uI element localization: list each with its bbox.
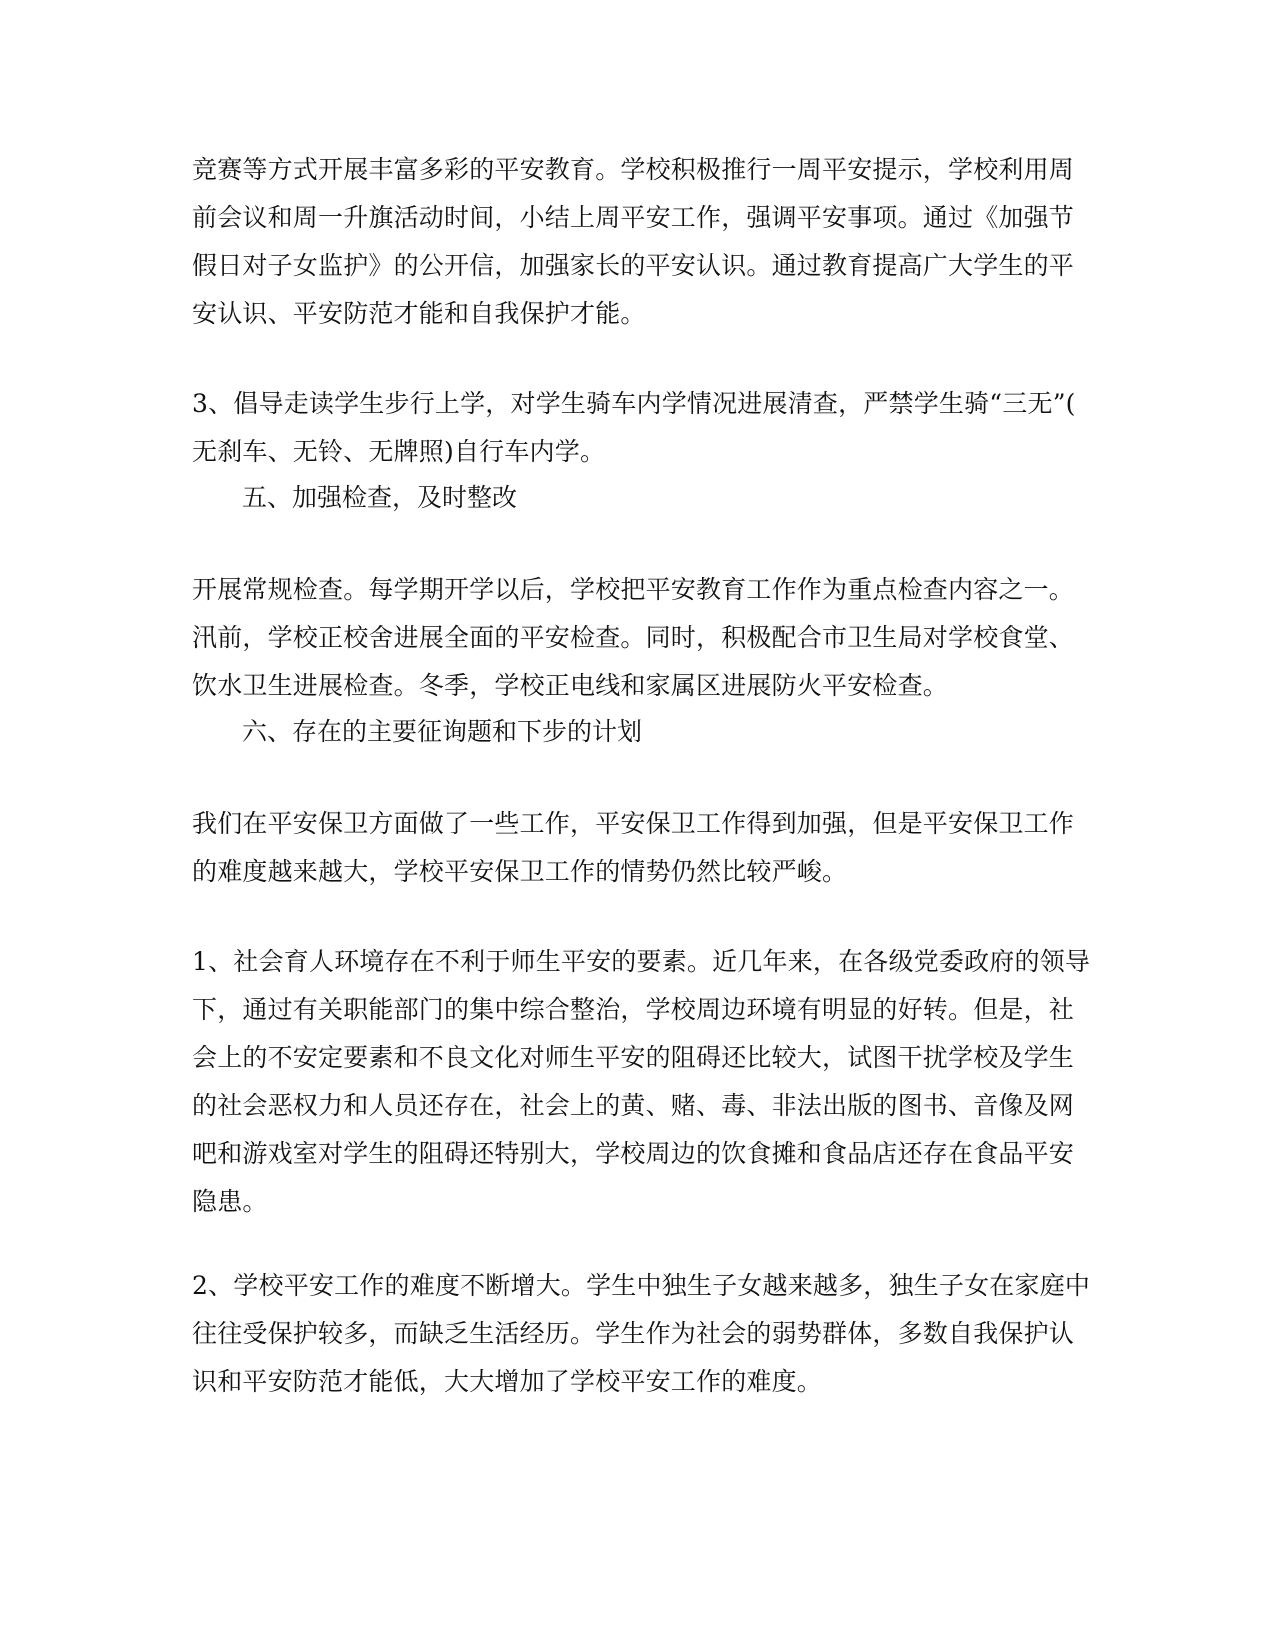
text-line: 识和平安防范才能低，大大增加了学校平安工作的难度。 [192,1367,823,1396]
text-line: 安认识、平安防范才能和自我保护才能。 [192,299,646,328]
text-line: 吧和游戏室对学生的阻碍还特别大，学校周边的饮食摊和食品店还存在食品平安 [192,1139,1075,1168]
paragraph-security-overview [192,800,1092,896]
text-line: 的难度越来越大，学校平安保卫工作的情势仍然比较严峻。 [192,857,848,886]
text-line: 假日对子女监护》的公开信，加强家长的平安认识。通过教育提高广大学生的平 [192,251,1075,280]
text-line: 1、社会育人环境存在不利于师生平安的要素。近几年来，在各级党委政府的领导 [192,947,1091,976]
section-heading-5: 五、加强检查，及时整改 [242,483,518,512]
paragraph-item-2-difficulty [192,1262,1092,1406]
text-line: 隐患。 [192,1187,268,1216]
paragraph-routine-inspection [192,566,1092,710]
text-line: 往往受保护较多，而缺乏生活经历。学生作为社会的弱势群体，多数自我保护认 [192,1319,1075,1348]
paragraph-safety-education [192,146,1092,338]
text-line: 汛前，学校正校舍进展全面的平安检查。同时，积极配合市卫生局对学校食堂、 [192,623,1075,652]
text-line: 竞赛等方式开展丰富多彩的平安教育。学校积极推行一周平安提示，学校利用周 [192,155,1075,184]
text-line: 会上的不安定要素和不良文化对师生平安的阻碍还比较大，试图干扰学校及学生 [192,1043,1075,1072]
text-line: 2、学校平安工作的难度不断增大。学生中独生子女越来越多，独生子女在家庭中 [192,1271,1091,1300]
text-line: 饮水卫生进展检查。冬季，学校正电线和家属区进展防火平安检查。 [192,671,949,700]
text-line: 的社会恶权力和人员还存在，社会上的黄、赌、毒、非法出版的图书、音像及网 [192,1091,1075,1120]
section-heading-6: 六、存在的主要征询题和下步的计划 [242,717,643,746]
paragraph-item-1-social-environment [192,938,1092,1226]
text-line: 我们在平安保卫方面做了一些工作，平安保卫工作得到加强，但是平安保卫工作 [192,809,1075,838]
text-line: 3、倡导走读学生步行上学，对学生骑车内学情况进展清查，严禁学生骑“三无”( [192,389,1076,418]
paragraph-item-3-walking [192,380,1092,476]
text-line: 无刹车、无铃、无牌照)自行车内学。 [192,437,606,466]
text-line: 开展常规检查。每学期开学以后，学校把平安教育工作作为重点检查内容之一。 [192,575,1075,604]
text-line: 前会议和周一升旗活动时间，小结上周平安工作，强调平安事项。通过《加强节 [192,203,1075,232]
text-line: 下，通过有关职能部门的集中综合整治，学校周边环境有明显的好转。但是，社 [192,995,1075,1024]
